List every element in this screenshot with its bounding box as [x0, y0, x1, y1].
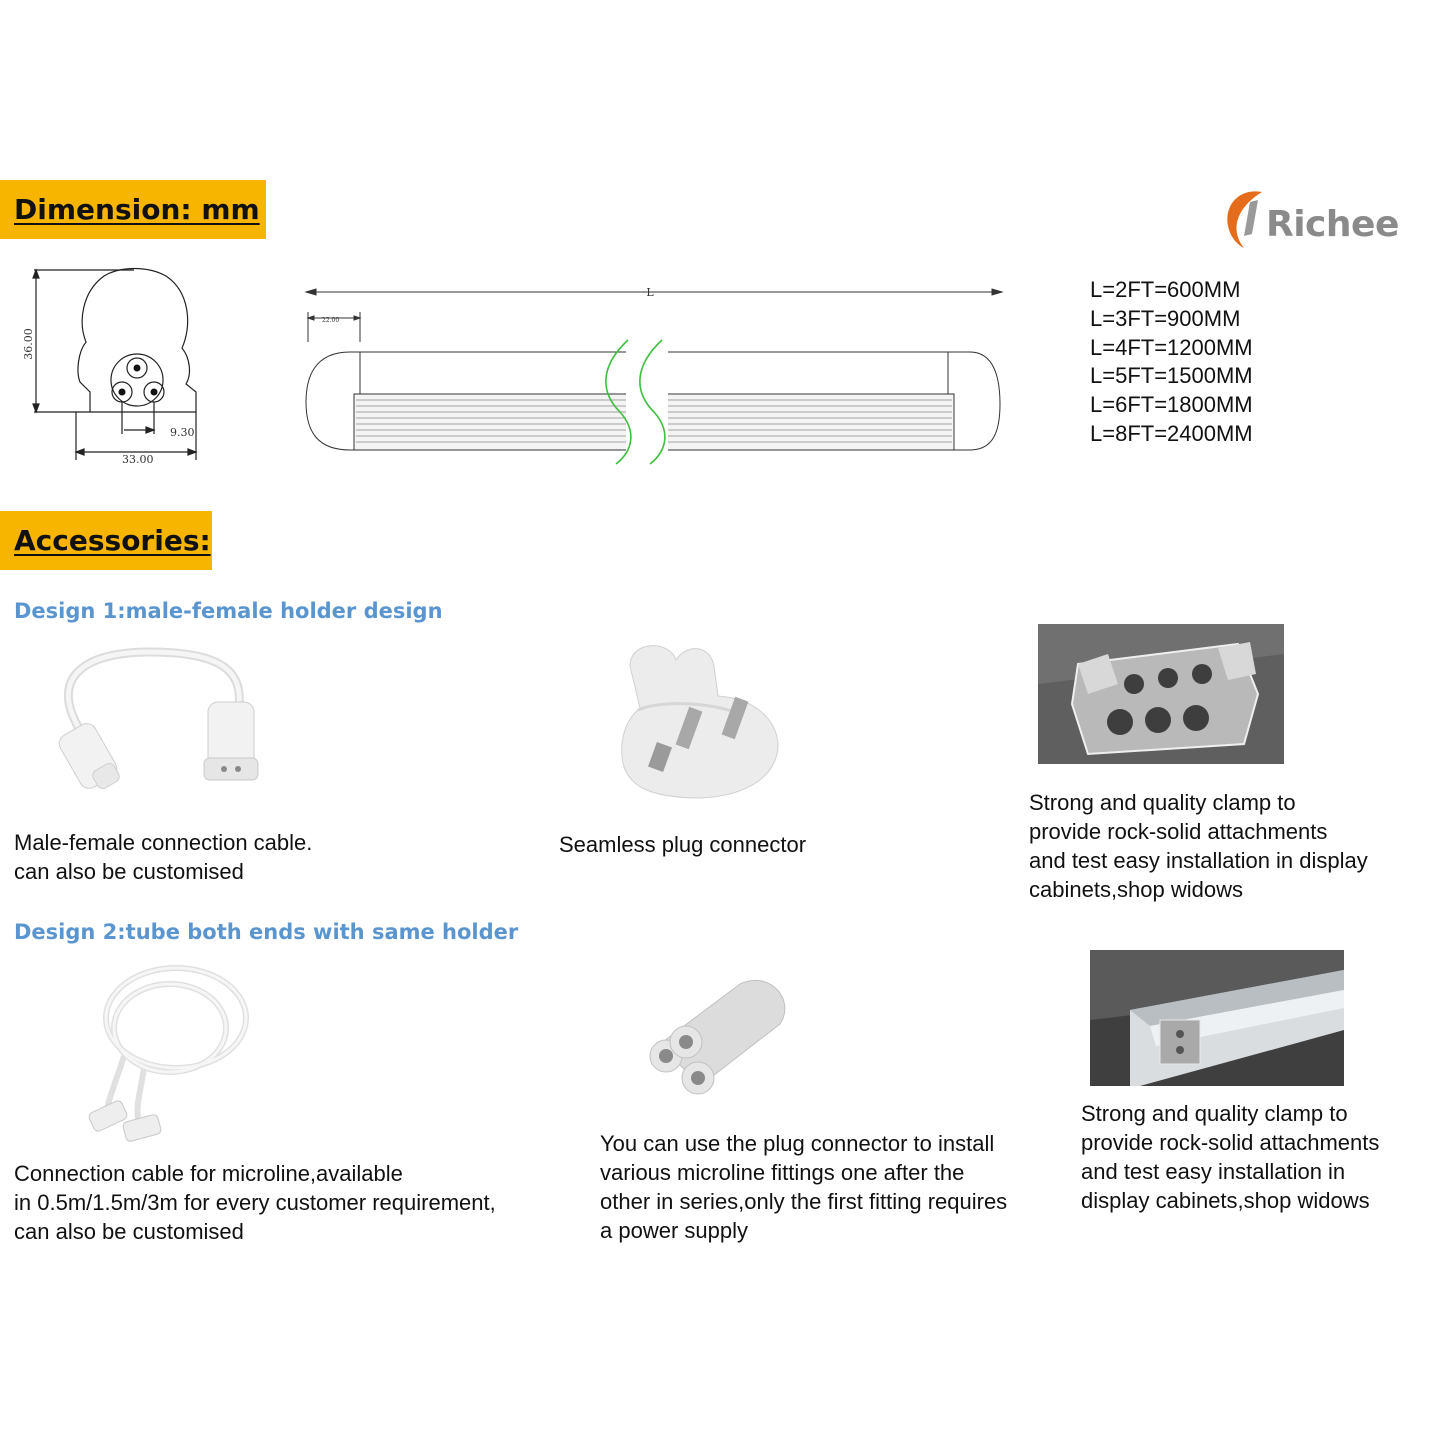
length-item: L=2FT=600MM — [1090, 277, 1241, 302]
clamp-photo-1 — [1038, 624, 1284, 764]
plug-connector-image — [640, 974, 800, 1104]
brand-logo — [1222, 186, 1445, 252]
clamp-photo-2 — [1090, 950, 1344, 1086]
length-item: L=8FT=2400MM — [1090, 420, 1253, 446]
seamless-plug-connector-image — [600, 636, 790, 806]
accessories-tag-label: Accessories: — [14, 524, 211, 557]
design1-title: Design 1:male-female holder design — [14, 599, 443, 623]
design2-caption-cable: Connection cable for microline,available in 0.5m/1.5m/3m for every customer requirement, can also be customised — [14, 1161, 496, 1244]
microline-cable-image — [84, 958, 254, 1148]
profile-width-label: 33.00 — [122, 453, 154, 466]
design1-caption-plug: Seamless plug connector — [559, 832, 807, 857]
design2-title: Design 2:tube both ends with same holder — [14, 920, 519, 944]
brand-name: Richee — [1266, 204, 1399, 245]
tube-side-drawing — [300, 282, 1010, 468]
tube-length-label: L — [646, 286, 654, 299]
tube-endcap-label: 22.00 — [322, 317, 340, 324]
design2-caption-clamp: Strong and quality clamp to provide rock-solid attachments and test easy installation in display cabinets,shop widows — [1081, 1101, 1380, 1213]
length-item: L=4FT=1200MM — [1090, 334, 1253, 360]
profile-pin-spacing-label: 9.30 — [170, 426, 195, 439]
length-item: L=6FT=1800MM — [1090, 392, 1253, 418]
design2-caption-plug: You can use the plug connector to install various microline fittings one after the other in series,only the first fitting requires a power supply — [600, 1131, 1008, 1243]
design1-caption-clamp: Strong and quality clamp to provide rock-solid attachments and test easy installation in display cabinets,shop widows — [1029, 790, 1368, 902]
profile-height-label: 36.00 — [22, 328, 35, 360]
length-list — [1090, 276, 1253, 449]
dimension-tag-label: Dimension: mm — [14, 193, 260, 226]
accessories-section-tag — [0, 511, 212, 570]
brand-logo-icon — [1222, 186, 1272, 252]
dimension-section-tag — [0, 180, 266, 239]
design1-caption-cable: Male-female connection cable. can also be customised — [14, 830, 313, 884]
length-item: L=3FT=900MM — [1090, 305, 1241, 331]
male-female-cable-image — [40, 640, 270, 810]
length-item: L=5FT=1500MM — [1090, 363, 1253, 389]
profile-drawing — [20, 262, 210, 472]
